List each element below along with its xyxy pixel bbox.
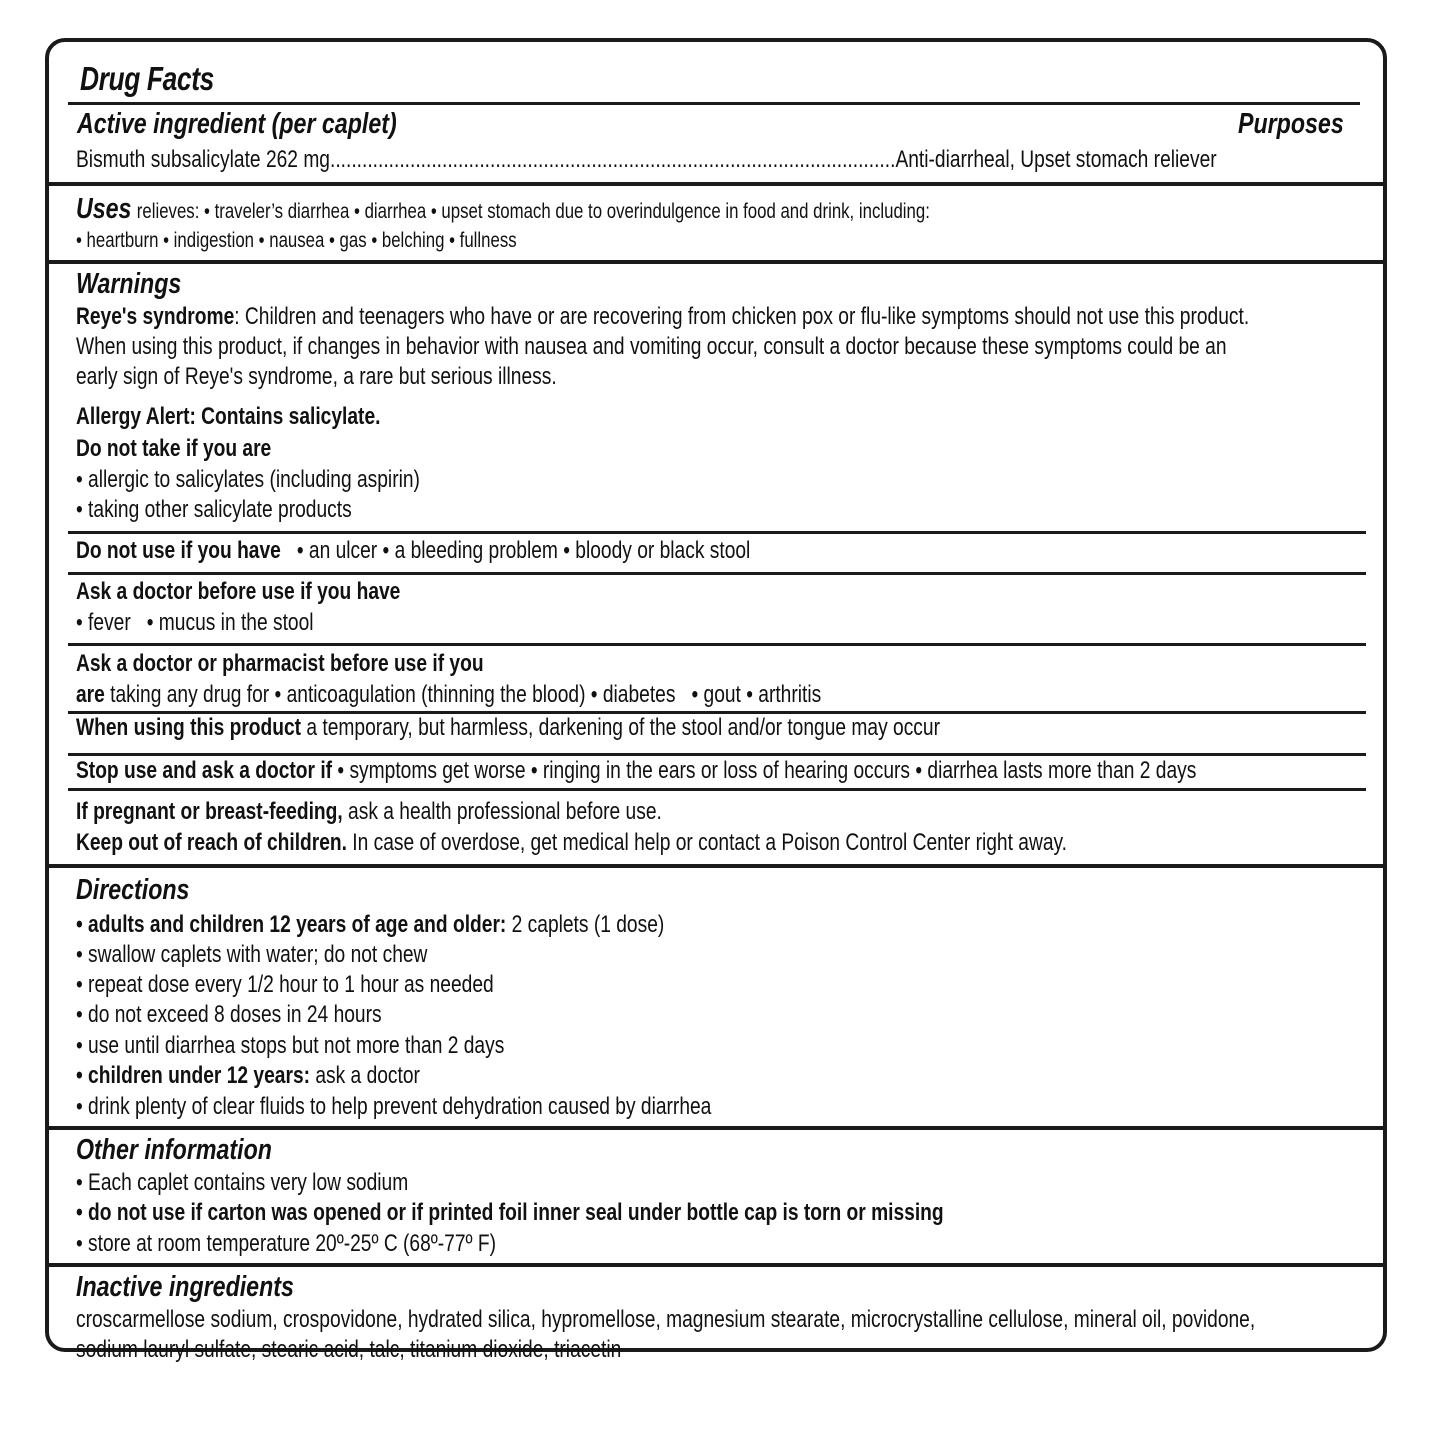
other-info-heading: Other information <box>76 1134 272 1166</box>
inactive-line-1: croscarmellose sodium, crospovidone, hydrated silica, hypromellose, magnesium stearate, microcrystalline cellulose, mineral oil, povidone, <box>76 1306 1256 1333</box>
other-info-item: • store at room temperature 20º-25º C (68º-77º F) <box>76 1230 496 1257</box>
ask-pharmacist-row <box>76 680 821 710</box>
section-divider <box>47 864 1385 868</box>
reye-line-3: early sign of Reye's syndrome, a rare but serious illness. <box>76 363 557 390</box>
stop-use-text: • symptoms get worse • ringing in the ears or loss of hearing occurs • diarrhea lasts more than 2 days <box>332 757 1197 784</box>
reye-line-1 <box>76 302 1249 332</box>
subsection-divider <box>68 643 1366 646</box>
other-info-item: • Each caplet contains very low sodium <box>76 1169 409 1196</box>
leader-dots: .......................................................................................................... <box>329 146 896 173</box>
do-not-take-item: • allergic to salicylates (including aspirin) <box>76 466 420 493</box>
other-info-item: • do not use if carton was opened or if printed foil inner seal under bottle cap is torn or missing <box>76 1199 944 1226</box>
reye-line-2: When using this product, if changes in behavior with nausea and vomiting occur, consult a doctor because these symptoms could be an <box>76 333 1227 360</box>
section-divider <box>47 1126 1385 1130</box>
directions-item: • use until diarrhea stops but not more than 2 days <box>76 1032 505 1059</box>
pregnant-row <box>76 797 662 827</box>
pregnant-text: ask a health professional before use. <box>342 798 662 825</box>
inactive-heading: Inactive ingredients <box>76 1271 294 1303</box>
do-not-use-label: Do not use if you have <box>76 537 281 564</box>
inactive-line-2: sodium lauryl sulfate, stearic acid, talc, titanium dioxide, triacetin <box>76 1336 622 1363</box>
section-divider <box>47 260 1385 264</box>
subsection-divider <box>68 788 1366 791</box>
title-divider <box>68 102 1360 105</box>
page-title: Drug Facts <box>80 60 214 97</box>
uses-line-1 <box>76 194 930 227</box>
active-ingredient-row <box>76 145 1217 175</box>
ask-pharmacist-items: taking any drug for • anticoagulation (thinning the blood) • diabetes • gout • arthritis <box>104 681 822 708</box>
ask-doctor-heading: Ask a doctor before use if you have <box>76 578 401 605</box>
directions-item: • repeat dose every 1/2 hour to 1 hour as needed <box>76 971 494 998</box>
section-divider <box>47 1263 1385 1267</box>
do-not-take-heading: Do not take if you are <box>76 435 272 462</box>
pregnant-label: If pregnant or breast-feeding, <box>76 798 343 825</box>
stop-use-label: Stop use and ask a doctor if <box>76 757 333 784</box>
do-not-use-row <box>76 536 750 566</box>
ask-doctor-items: • fever • mucus in the stool <box>76 609 314 636</box>
directions-item <box>76 1061 420 1091</box>
directions-item-bold: • adults and children 12 years of age and older: <box>76 911 507 938</box>
uses-line-2: • heartburn • indigestion • nausea • gas • belching • fullness <box>76 229 517 252</box>
allergy-alert: Allergy Alert: Contains salicylate. <box>76 403 381 430</box>
section-divider <box>47 182 1385 186</box>
subsection-divider <box>68 531 1366 534</box>
ask-pharmacist-heading: Ask a doctor or pharmacist before use if you <box>76 650 484 677</box>
keep-out-text: In case of overdose, get medical help or contact a Poison Control Center right away. <box>346 829 1068 856</box>
reye-label: Reye's syndrome <box>76 303 235 330</box>
ingredient-name: Bismuth subsalicylate 262 mg <box>76 146 330 173</box>
directions-item-text: ask a doctor <box>310 1062 420 1089</box>
warnings-heading: Warnings <box>76 268 182 300</box>
active-ingredient-heading: Active ingredient (per caplet) <box>77 108 397 140</box>
directions-item: • drink plenty of clear fluids to help prevent dehydration caused by diarrhea <box>76 1093 712 1120</box>
uses-heading: Uses <box>76 193 132 225</box>
directions-heading: Directions <box>76 874 190 906</box>
reye-text: : Children and teenagers who have or are recovering from chicken pox or flu-like symptoms should not use this product. <box>234 303 1250 330</box>
when-using-text: a temporary, but harmless, darkening of the stool and/or tongue may occur <box>301 714 940 741</box>
directions-item: • do not exceed 8 doses in 24 hours <box>76 1001 382 1028</box>
directions-item: • swallow caplets with water; do not chew <box>76 941 428 968</box>
keep-out-row <box>76 828 1067 858</box>
when-using-label: When using this product <box>76 714 302 741</box>
subsection-divider <box>68 572 1366 575</box>
stop-use-row <box>76 756 1196 786</box>
when-using-row <box>76 713 940 743</box>
directions-item-bold: • children under 12 years: <box>76 1062 311 1089</box>
ingredient-purpose: Anti-diarrheal, Upset stomach reliever <box>895 146 1217 173</box>
uses-text: relieves: • traveler’s diarrhea • diarrhea • upset stomach due to overindulgence in food and drink, including: <box>136 200 930 223</box>
directions-item <box>76 910 664 940</box>
purposes-heading: Purposes <box>1238 108 1344 140</box>
ask-pharmacist-label: are <box>76 681 105 708</box>
directions-item-text: 2 caplets (1 dose) <box>506 911 665 938</box>
keep-out-label: Keep out of reach of children. <box>76 829 347 856</box>
do-not-take-item: • taking other salicylate products <box>76 496 352 523</box>
do-not-use-items: • an ulcer • a bleeding problem • bloody or black stool <box>296 537 751 564</box>
